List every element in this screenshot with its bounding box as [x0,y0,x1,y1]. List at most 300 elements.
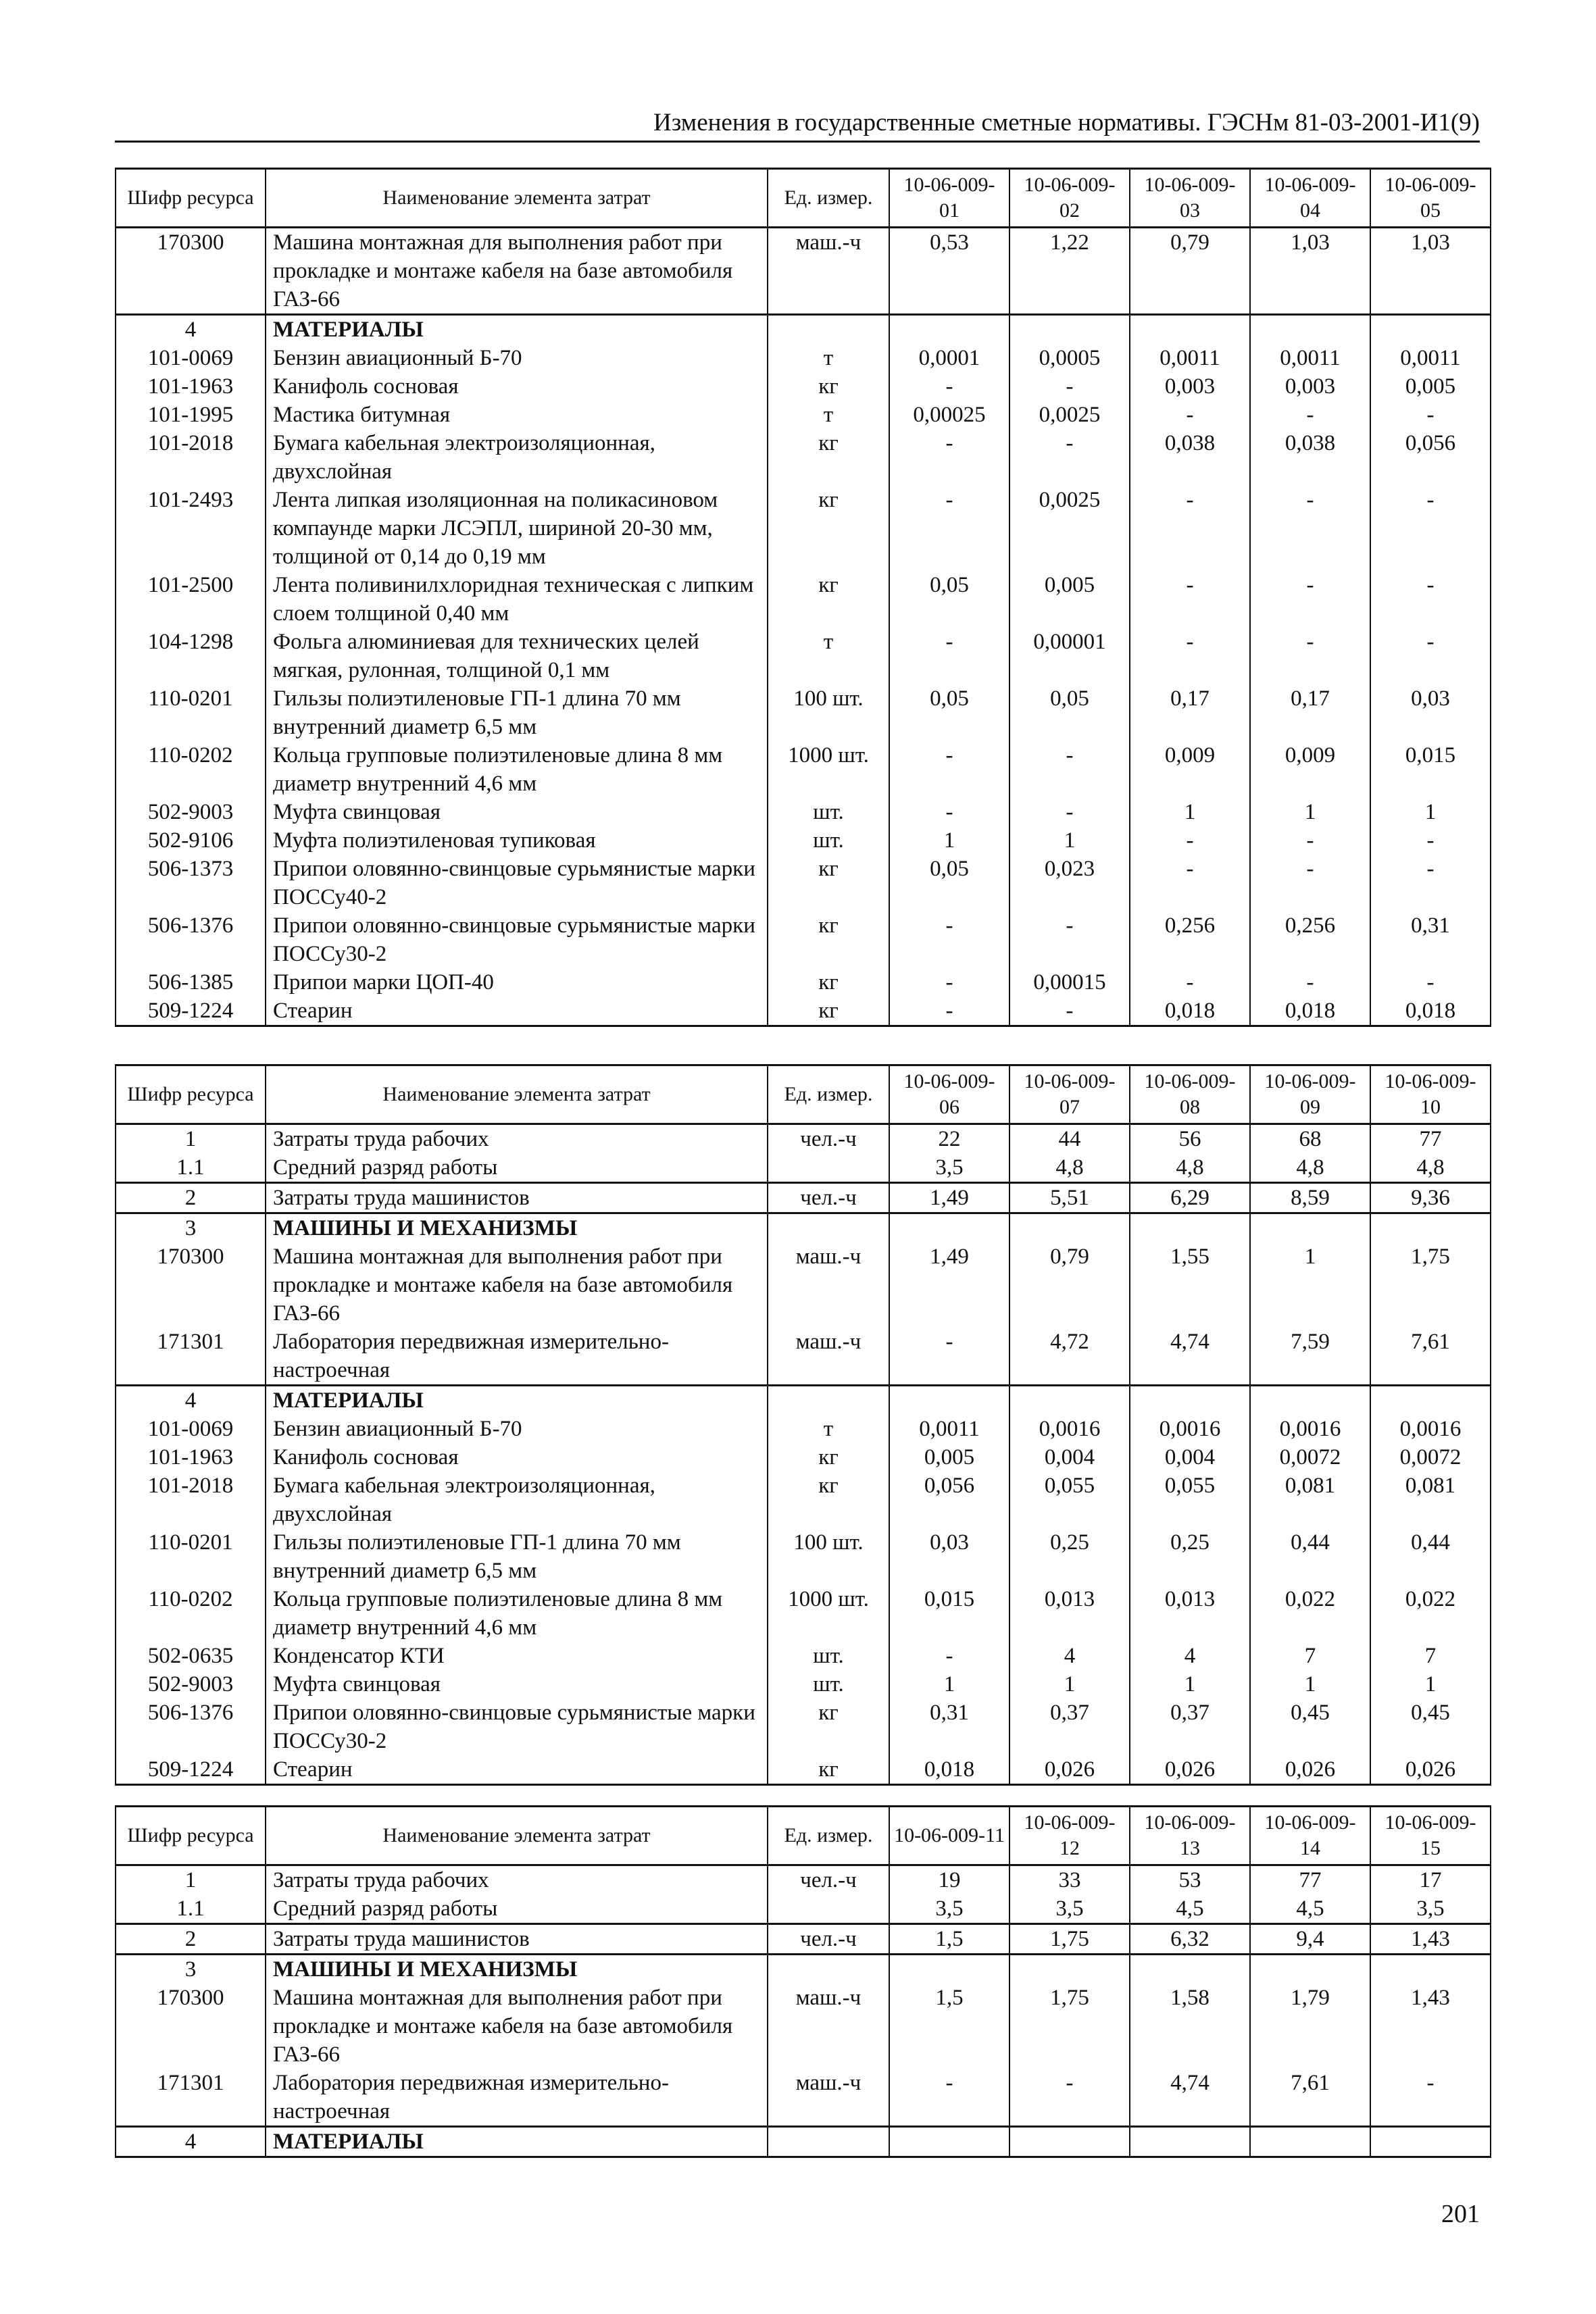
resource-name: Конденсатор КТИ [266,1642,768,1670]
norm-value [1130,1213,1250,1243]
norm-value: 1 [1130,1670,1250,1699]
norm-value: 0,0011 [1130,344,1250,372]
norm-value: - [1130,628,1250,684]
header-title: Изменения в государственные сметные нормативы. ГЭСНм 81-03-2001-И1(9) [653,109,1480,136]
resource-name: Бумага кабельная электроизоляционная, двухслойная [266,429,768,486]
table-row [116,372,1491,401]
table-row [116,1924,1491,1955]
norm-value [1130,315,1250,345]
norm-value: 1,43 [1370,1924,1491,1955]
table-row [116,798,1491,826]
norm-value: 0,081 [1370,1472,1491,1528]
norm-value: 0,081 [1250,1472,1370,1528]
norm-value: - [1009,372,1130,401]
norm-value: - [1370,2069,1491,2127]
norm-value: 0,256 [1130,911,1250,968]
resource-code: 502-9003 [116,798,266,826]
norm-value: 4,5 [1130,1894,1250,1924]
section-row [116,1213,1491,1243]
norm-value [1130,1955,1250,1984]
unit-cell: кг [768,372,889,401]
unit-cell: маш.-ч [768,2069,889,2127]
resource-name: Канифоль сосновая [266,1443,768,1472]
norm-value: 0,018 [889,1755,1009,1785]
norm-value: 0,026 [1130,1755,1250,1785]
norm-value: 0,44 [1370,1528,1491,1585]
table-row [116,1415,1491,1443]
norm-value: 0,0001 [889,344,1009,372]
norm-value: 0,004 [1009,1443,1130,1472]
resource-code: 110-0201 [116,1528,266,1585]
norm-value: 0,256 [1250,911,1370,968]
norm-value: 0,005 [1370,372,1491,401]
norm-value: 0,31 [1370,911,1491,968]
header-norm-code: 10-06-009-09 [1250,1065,1370,1124]
resource-name: Стеарин [266,997,768,1026]
norm-value: 0,0072 [1250,1443,1370,1472]
norm-value: - [1250,826,1370,855]
table-header-row [116,169,1491,228]
norm-value: 0,018 [1370,997,1491,1026]
resource-code: 110-0202 [116,1585,266,1642]
resource-name: Бензин авиационный Б-70 [266,1415,768,1443]
norm-value: 7,59 [1250,1328,1370,1386]
norm-value: 0,015 [889,1585,1009,1642]
header-norm-code: 10-06-009-07 [1009,1065,1130,1124]
norm-value: - [1250,571,1370,628]
norm-value: - [889,2069,1009,2127]
unit-cell: т [768,344,889,372]
table-row [116,1894,1491,1924]
unit-cell: кг [768,1755,889,1785]
norm-value: 0,0016 [1009,1415,1130,1443]
norm-value: 4 [1009,1642,1130,1670]
norm-value: - [1370,571,1491,628]
resource-code: 110-0201 [116,684,266,741]
norm-value: - [889,741,1009,798]
section-row [116,315,1491,345]
unit-cell: 100 шт. [768,1528,889,1585]
unit-cell: 100 шт. [768,684,889,741]
resource-name: Гильзы полиэтиленовые ГП-1 длина 70 мм внутренний диаметр 6,5 мм [266,684,768,741]
table-row [116,968,1491,997]
resource-name: Канифоль сосновая [266,372,768,401]
resource-name: Гильзы полиэтиленовые ГП-1 длина 70 мм внутренний диаметр 6,5 мм [266,1528,768,1585]
norm-value: 0,056 [1370,429,1491,486]
norm-value: - [1009,429,1130,486]
norm-value: 0,0016 [1370,1415,1491,1443]
norm-value: 0,038 [1250,429,1370,486]
table-row [116,1153,1491,1183]
norm-value: - [889,1642,1009,1670]
table-row [116,628,1491,684]
norm-value: 1,22 [1009,228,1130,315]
norm-value: 0,055 [1130,1472,1250,1528]
resource-name: Стеарин [266,1755,768,1785]
table-row [116,1642,1491,1670]
resource-code: 506-1385 [116,968,266,997]
section-row [116,2127,1491,2157]
unit-cell: чел.-ч [768,1865,889,1895]
norm-value: 1,03 [1370,228,1491,315]
table-row [116,1472,1491,1528]
table-row [116,1865,1491,1895]
resource-name: Кольца групповые полиэтиленовые длина 8 мм диаметр внутренний 4,6 мм [266,741,768,798]
norm-value: 0,0005 [1009,344,1130,372]
table-row [116,1328,1491,1386]
unit-cell: кг [768,1699,889,1755]
norm-value: - [1370,401,1491,429]
header-norm-code: 10-06-009-03 [1130,169,1250,228]
header-unit: Ед. измер. [768,169,889,228]
norm-value: 0,0011 [1370,344,1491,372]
resource-name: Мастика битумная [266,401,768,429]
norm-value: 0,31 [889,1699,1009,1755]
norm-value: 0,25 [1130,1528,1250,1585]
resource-code: 4 [116,2127,266,2157]
norm-value: 1 [1370,1670,1491,1699]
resource-code: 502-9106 [116,826,266,855]
table-row [116,1699,1491,1755]
resource-code: 4 [116,315,266,345]
norm-value: 0,056 [889,1472,1009,1528]
norm-value: 1 [889,1670,1009,1699]
table-row [116,571,1491,628]
norm-value: 0,25 [1009,1528,1130,1585]
norm-value: 0,37 [1009,1699,1130,1755]
unit-cell [768,1213,889,1243]
norm-value: 0,023 [1009,855,1130,911]
norm-value: 56 [1130,1124,1250,1154]
norm-value: 0,45 [1250,1699,1370,1755]
norm-value: - [889,429,1009,486]
norm-value: 1,5 [889,1924,1009,1955]
norm-value: 7,61 [1250,2069,1370,2127]
table-row [116,1528,1491,1585]
norm-value [1130,1386,1250,1415]
header-code: Шифр ресурса [116,1065,266,1124]
resource-code: 101-1963 [116,1443,266,1472]
header-norm-code: 10-06-009-08 [1130,1065,1250,1124]
header-norm-code: 10-06-009-06 [889,1065,1009,1124]
resource-name: Кольца групповые полиэтиленовые длина 8 мм диаметр внутренний 4,6 мм [266,1585,768,1642]
resource-name: Лаборатория передвижная измерительно-настроечная [266,1328,768,1386]
norm-value: 0,17 [1250,684,1370,741]
resource-code: 2 [116,1183,266,1213]
norm-table [115,1805,1491,2158]
norm-value: 22 [889,1124,1009,1154]
norm-value: 0,05 [889,571,1009,628]
norm-value: - [1009,798,1130,826]
unit-cell: кг [768,1443,889,1472]
section-title: МАТЕРИАЛЫ [266,315,768,345]
norm-value: 0,44 [1250,1528,1370,1585]
resource-code: 2 [116,1924,266,1955]
norm-value [889,1386,1009,1415]
header-norm-code: 10-06-009-10 [1370,1065,1491,1124]
norm-value [1250,1955,1370,1984]
resource-code: 101-1963 [116,372,266,401]
table-row [116,1124,1491,1154]
norm-value: 0,0025 [1009,401,1130,429]
resource-code: 101-1995 [116,401,266,429]
norm-value: - [1009,2069,1130,2127]
norm-value: 1,75 [1370,1242,1491,1328]
norm-value: 6,29 [1130,1183,1250,1213]
header-unit: Ед. измер. [768,1065,889,1124]
norm-value: 0,00025 [889,401,1009,429]
table-header-row [116,1807,1491,1865]
resource-code: 170300 [116,1984,266,2069]
norm-value: - [1130,571,1250,628]
section-row [116,1955,1491,1984]
table-row [116,855,1491,911]
norm-value: - [1370,486,1491,571]
section-title: МАТЕРИАЛЫ [266,1386,768,1415]
norm-value: 1 [1130,798,1250,826]
norm-value [1250,315,1370,345]
norm-table [115,168,1491,1027]
norm-value: 0,009 [1130,741,1250,798]
norm-value [889,315,1009,345]
unit-cell: маш.-ч [768,1984,889,2069]
section-title: МАШИНЫ И МЕХАНИЗМЫ [266,1213,768,1243]
resource-code: 506-1376 [116,911,266,968]
resource-code: 3 [116,1955,266,1984]
unit-cell: маш.-ч [768,1328,889,1386]
norm-value: 0,05 [889,684,1009,741]
table-row [116,684,1491,741]
norm-value: 53 [1130,1865,1250,1895]
resource-name: Средний разряд работы [266,1153,768,1183]
resource-code: 101-2493 [116,486,266,571]
resource-code: 4 [116,1386,266,1415]
unit-cell [768,1955,889,1984]
unit-cell [768,315,889,345]
norm-value: 0,03 [889,1528,1009,1585]
resource-code: 509-1224 [116,1755,266,1785]
header-norm-code: 10-06-009-13 [1130,1807,1250,1865]
norm-value: 33 [1009,1865,1130,1895]
header-norm-code: 10-06-009-04 [1250,169,1370,228]
resource-name: Припои оловянно-свинцовые сурьмянистые марки ПОССу40-2 [266,855,768,911]
unit-cell: кг [768,486,889,571]
table-row [116,1755,1491,1785]
resource-code: 502-0635 [116,1642,266,1670]
norm-value: 0,013 [1130,1585,1250,1642]
norm-value: 1,43 [1370,1984,1491,2069]
norm-value: 0,79 [1009,1242,1130,1328]
norm-value: 4,74 [1130,1328,1250,1386]
resource-code: 110-0202 [116,741,266,798]
resource-name: Муфта свинцовая [266,1670,768,1699]
norm-value: - [1009,911,1130,968]
norm-value: - [1009,741,1130,798]
norm-value: 1,5 [889,1984,1009,2069]
unit-cell: чел.-ч [768,1924,889,1955]
norm-value: 0,026 [1370,1755,1491,1785]
resource-name: Припои оловянно-свинцовые сурьмянистые марки ПОССу30-2 [266,911,768,968]
resource-table-3 [115,1805,1490,2158]
norm-value: 77 [1250,1865,1370,1895]
unit-cell [768,1153,889,1183]
norm-value: 19 [889,1865,1009,1895]
table-row [116,1443,1491,1472]
norm-value: - [1130,486,1250,571]
norm-value: - [889,1328,1009,1386]
norm-value: - [1130,855,1250,911]
norm-value: 0,05 [889,855,1009,911]
table-row [116,826,1491,855]
unit-cell: кг [768,429,889,486]
header-code: Шифр ресурса [116,169,266,228]
norm-value: 0,003 [1130,372,1250,401]
resource-name: Затраты труда машинистов [266,1183,768,1213]
unit-cell: т [768,628,889,684]
norm-value: - [1130,401,1250,429]
header-code: Шифр ресурса [116,1807,266,1865]
resource-name: Затраты труда машинистов [266,1924,768,1955]
norm-value: 0,17 [1130,684,1250,741]
norm-value: 17 [1370,1865,1491,1895]
section-title: МАТЕРИАЛЫ [266,2127,768,2157]
norm-value: 0,013 [1009,1585,1130,1642]
unit-cell [768,2127,889,2157]
table-row [116,228,1491,315]
norm-value: 44 [1009,1124,1130,1154]
norm-value: 0,005 [889,1443,1009,1472]
norm-value: 0,026 [1250,1755,1370,1785]
norm-value: 0,038 [1130,429,1250,486]
unit-cell: кг [768,571,889,628]
norm-value: 0,055 [1009,1472,1130,1528]
resource-code: 101-2018 [116,429,266,486]
header-name: Наименование элемента затрат [266,1807,768,1865]
norm-value: 1,75 [1009,1924,1130,1955]
norm-value: 0,79 [1130,228,1250,315]
norm-table [115,1064,1491,1786]
norm-value: 0,00015 [1009,968,1130,997]
norm-value: 0,018 [1250,997,1370,1026]
resource-code: 1.1 [116,1894,266,1924]
resource-code: 509-1224 [116,997,266,1026]
table-row [116,344,1491,372]
table-row [116,429,1491,486]
header-norm-code: 10-06-009-05 [1370,169,1491,228]
norm-value: 3,5 [889,1153,1009,1183]
norm-value: 1 [1250,1670,1370,1699]
norm-value [1370,1955,1491,1984]
norm-value [1250,2127,1370,2157]
norm-value [1009,315,1130,345]
header-norm-code: 10-06-009-14 [1250,1807,1370,1865]
resource-name: Машина монтажная для выполнения работ при прокладке и монтаже кабеля на базе автомобиля ГАЗ-66 [266,228,768,315]
resource-code: 101-2018 [116,1472,266,1528]
header-name: Наименование элемента затрат [266,169,768,228]
norm-value: 0,53 [889,228,1009,315]
norm-value: 0,00001 [1009,628,1130,684]
norm-value: 0,0016 [1250,1415,1370,1443]
unit-cell: т [768,1415,889,1443]
norm-value: 3,5 [889,1894,1009,1924]
page-number: 201 [1441,2200,1480,2228]
norm-value [1009,2127,1130,2157]
norm-value: - [1370,826,1491,855]
header-norm-code: 10-06-009-12 [1009,1807,1130,1865]
unit-cell [768,1386,889,1415]
norm-value: - [1250,401,1370,429]
header-unit: Ед. измер. [768,1807,889,1865]
norm-value [1370,1386,1491,1415]
norm-value: - [889,997,1009,1026]
norm-value [1009,1213,1130,1243]
resource-name: Машина монтажная для выполнения работ при прокладке и монтаже кабеля на базе автомобиля ГАЗ-66 [266,1242,768,1328]
norm-value [1009,1386,1130,1415]
norm-value: 0,022 [1250,1585,1370,1642]
section-title: МАШИНЫ И МЕХАНИЗМЫ [266,1955,768,1984]
unit-cell: 1000 шт. [768,741,889,798]
table-row [116,997,1491,1026]
norm-value: 0,0011 [889,1415,1009,1443]
table-row [116,1183,1491,1213]
norm-value: 0,005 [1009,571,1130,628]
resource-name: Лента липкая изоляционная на поликасиновом компаунде марки ЛСЭПЛ, шириной 20-30 мм, толщиной от 0,14 до 0,19 мм [266,486,768,571]
norm-value: 0,37 [1130,1699,1250,1755]
unit-cell: 1000 шт. [768,1585,889,1642]
section-row [116,1386,1491,1415]
norm-value: 7 [1250,1642,1370,1670]
norm-value: - [1250,855,1370,911]
norm-value: 0,022 [1370,1585,1491,1642]
norm-value: 0,026 [1009,1755,1130,1785]
resource-code: 101-0069 [116,1415,266,1443]
norm-value: 4,5 [1250,1894,1370,1924]
header-norm-code: 10-06-009-11 [889,1807,1009,1865]
norm-value: 4 [1130,1642,1250,1670]
resource-name: Припои оловянно-свинцовые сурьмянистые марки ПОССу30-2 [266,1699,768,1755]
norm-value: 9,36 [1370,1183,1491,1213]
resource-code: 171301 [116,1328,266,1386]
norm-value: 1,79 [1250,1984,1370,2069]
resource-name: Лаборатория передвижная измерительно-настроечная [266,2069,768,2127]
norm-value: 0,003 [1250,372,1370,401]
table-row [116,1242,1491,1328]
norm-value: 0,03 [1370,684,1491,741]
norm-value: 1 [1370,798,1491,826]
norm-value: 1 [1009,826,1130,855]
unit-cell: шт. [768,1670,889,1699]
resource-code: 506-1376 [116,1699,266,1755]
norm-value [1370,315,1491,345]
norm-value: 1,75 [1009,1984,1130,2069]
header-name: Наименование элемента затрат [266,1065,768,1124]
table-row [116,486,1491,571]
norm-value [1370,2127,1491,2157]
norm-value [1130,2127,1250,2157]
norm-value: 1,03 [1250,228,1370,315]
unit-cell: чел.-ч [768,1183,889,1213]
norm-value: - [1250,628,1370,684]
norm-value: - [1370,855,1491,911]
resource-code: 170300 [116,1242,266,1328]
norm-value: 0,0072 [1370,1443,1491,1472]
resource-code: 101-0069 [116,344,266,372]
page-header [115,107,1480,143]
table-row [116,1984,1491,2069]
norm-value: 68 [1250,1124,1370,1154]
norm-value: 0,015 [1370,741,1491,798]
norm-value: 5,51 [1009,1183,1130,1213]
